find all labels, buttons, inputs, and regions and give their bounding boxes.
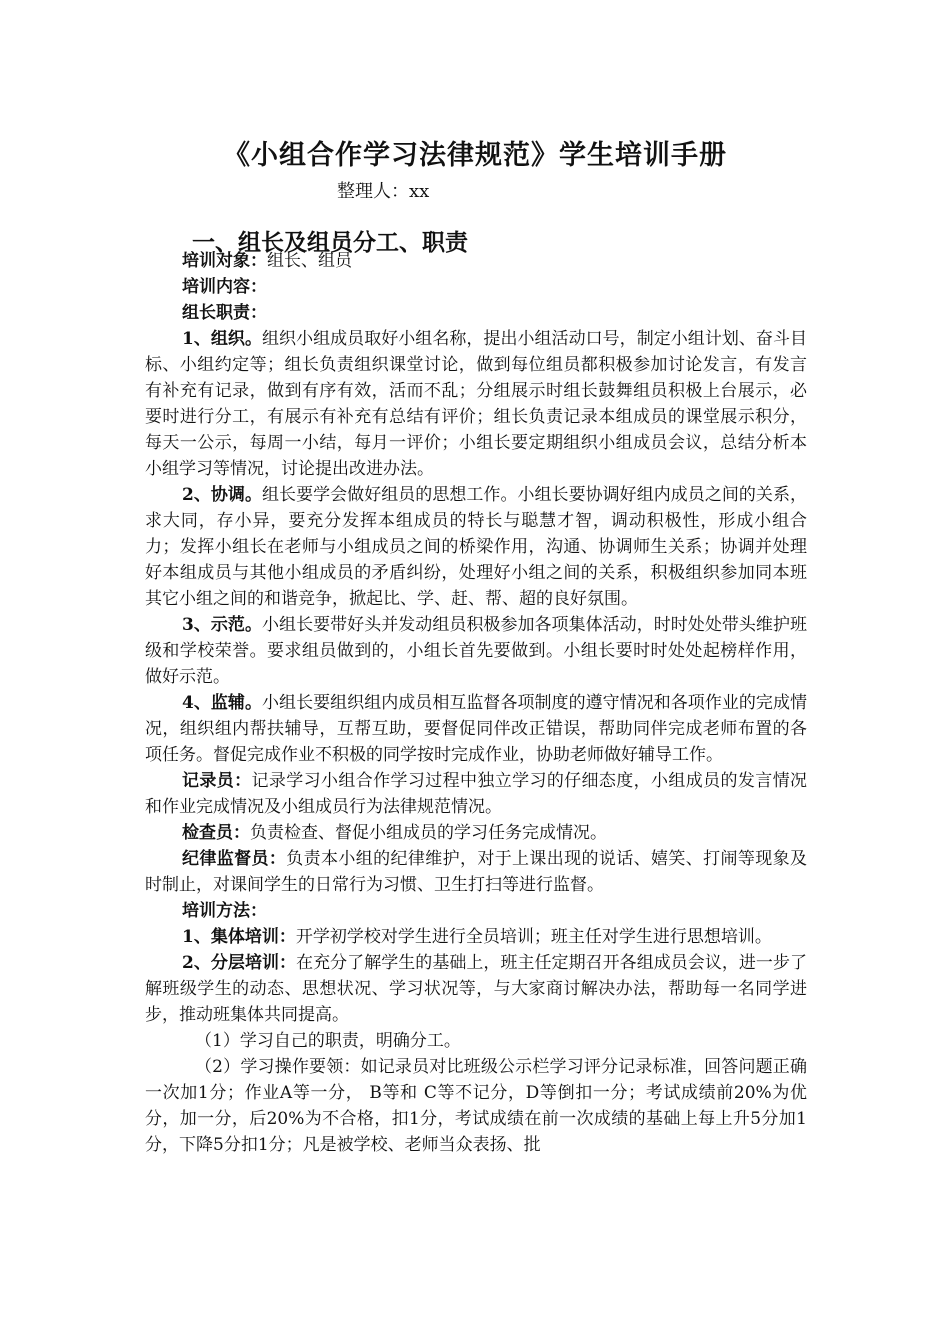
training-target: [145, 248, 807, 274]
duty-supervise-label: 4、监辅。: [182, 693, 262, 713]
duty-supervise: [145, 690, 807, 768]
sub-item-2: （2）学习操作要领：如记录员对比班级公示栏学习评分记录标准，回答问题正确一次加1分；作业A等一分， B等和 C等不记分，D等倒扣一分；考试成绩前20%为优分，加一分，后20%为不合格，扣1分，考试成绩在前一次成绩的基础上每上升5分加1分，下降5分扣1分；凡是被学校、老师当众表扬、批: [145, 1057, 807, 1155]
leader-duty-label: 组长职责：: [182, 303, 267, 323]
duty-organize-text: 组织小组成员取好小组名称，提出小组活动口号，制定小组计划、奋斗目标、小组约定等；组长负责组织课堂讨论，做到每位组员都积极参加讨论发言，有发言有补充有记录，做到有序有效，活而不乱；分组展示时组长鼓舞组员积极上台展示，必要时进行分工，有展示有补充有总结有评价；组长负责记录本组成员的课堂展示积分，每天一公示，每周一小结，每月一评价；小组长要定期组织小组成员会议，总结分析本小组学习等情况，讨论提出改进办法。: [145, 329, 807, 479]
role-checker-label: 检查员：: [182, 823, 250, 843]
role-recorder-label: 记录员：: [182, 771, 252, 791]
duty-model: [145, 612, 807, 690]
method-layered-text: 在充分了解学生的基础上，班主任定期召开各组成员会议，进一步了解班级学生的动态、思想状况、学习状况等，与大家商讨解决办法，帮助每一名同学进步，推动班集体共同提高。: [145, 953, 807, 1025]
method-collective: [145, 924, 807, 950]
training-target-label: 培训对象：: [182, 251, 267, 271]
training-content-label: 培训内容：: [182, 277, 267, 297]
method-collective-text: 开学初学校对学生进行全员培训；班主任对学生进行思想培训。: [295, 927, 772, 947]
duty-model-label: 3、示范。: [182, 615, 262, 635]
role-recorder: [145, 768, 807, 820]
role-discipline: [145, 846, 807, 898]
duty-model-text: 小组长要带好头并发动组员积极参加各项集体活动，时时处处带头维护班级和学校荣誉。要求组员做到的，小组长首先要做到。小组长要时时处处起榜样作用，做好示范。: [145, 615, 807, 687]
duty-organize: [145, 326, 807, 482]
duty-coordinate: [145, 482, 807, 612]
training-content: [145, 274, 807, 300]
editor-line: 整理人：xx: [337, 181, 430, 202]
training-method: [145, 898, 807, 924]
section-heading: 一、组长及组员分工、职责: [192, 229, 468, 256]
method-layered-label: 2、分层培训：: [182, 953, 297, 973]
sub-item-1: （1）学习自己的职责，明确分工。: [195, 1031, 461, 1051]
leader-duty: [145, 300, 807, 326]
role-discipline-label: 纪律监督员：: [182, 849, 287, 869]
duty-coordinate-label: 2、协调。: [182, 485, 262, 505]
duty-organize-label: 1、组织。: [182, 329, 262, 349]
role-checker: [145, 820, 807, 846]
role-recorder-text: 记录学习小组合作学习过程中独立学习的仔细态度，小组成员的发言情况和作业完成情况及小组成员行为法律规范情况。: [145, 771, 808, 817]
duty-coordinate-text: 组长要学会做好组员的思想工作。小组长要协调好组内成员之间的关系，求大同，存小异，要充分发挥本组成员的特长与聪慧才智，调动积极性，形成小组合力；发挥小组长在老师与小组成员之间的桥梁作用，沟通、协调师生关系；协调并处理好本组成员与其他小组成员的矛盾纠纷，处理好小组之间的关系，积极组织参加同本班其它小组之间的和谐竞争，掀起比、学、赶、帮、超的良好氛围。: [145, 485, 807, 609]
training-method-label: 培训方法：: [182, 901, 267, 921]
document-body: [145, 248, 807, 1158]
role-checker-text: 负责检查、督促小组成员的学习任务完成情况。: [250, 823, 607, 843]
role-discipline-text: 负责本小组的纪律维护，对于上课出现的说话、嬉笑、打闹等现象及时制止，对课间学生的日常行为习惯、卫生打扫等进行监督。: [145, 849, 808, 895]
method-collective-label: 1、集体培训：: [182, 927, 296, 947]
method-layered: [145, 950, 807, 1028]
training-target-value: 组长、组员: [267, 251, 352, 271]
document-title: 《小组合作学习法律规范》学生培训手册: [223, 140, 727, 171]
duty-supervise-text: 小组长要组织组内成员相互监督各项制度的遵守情况和各项作业的完成情况，组织组内帮扶辅导，互帮互助，要督促同伴改正错误，帮助同伴完成老师布置的各项任务。督促完成作业不积极的同学按时完成作业，协助老师做好辅导工作。: [145, 693, 807, 765]
